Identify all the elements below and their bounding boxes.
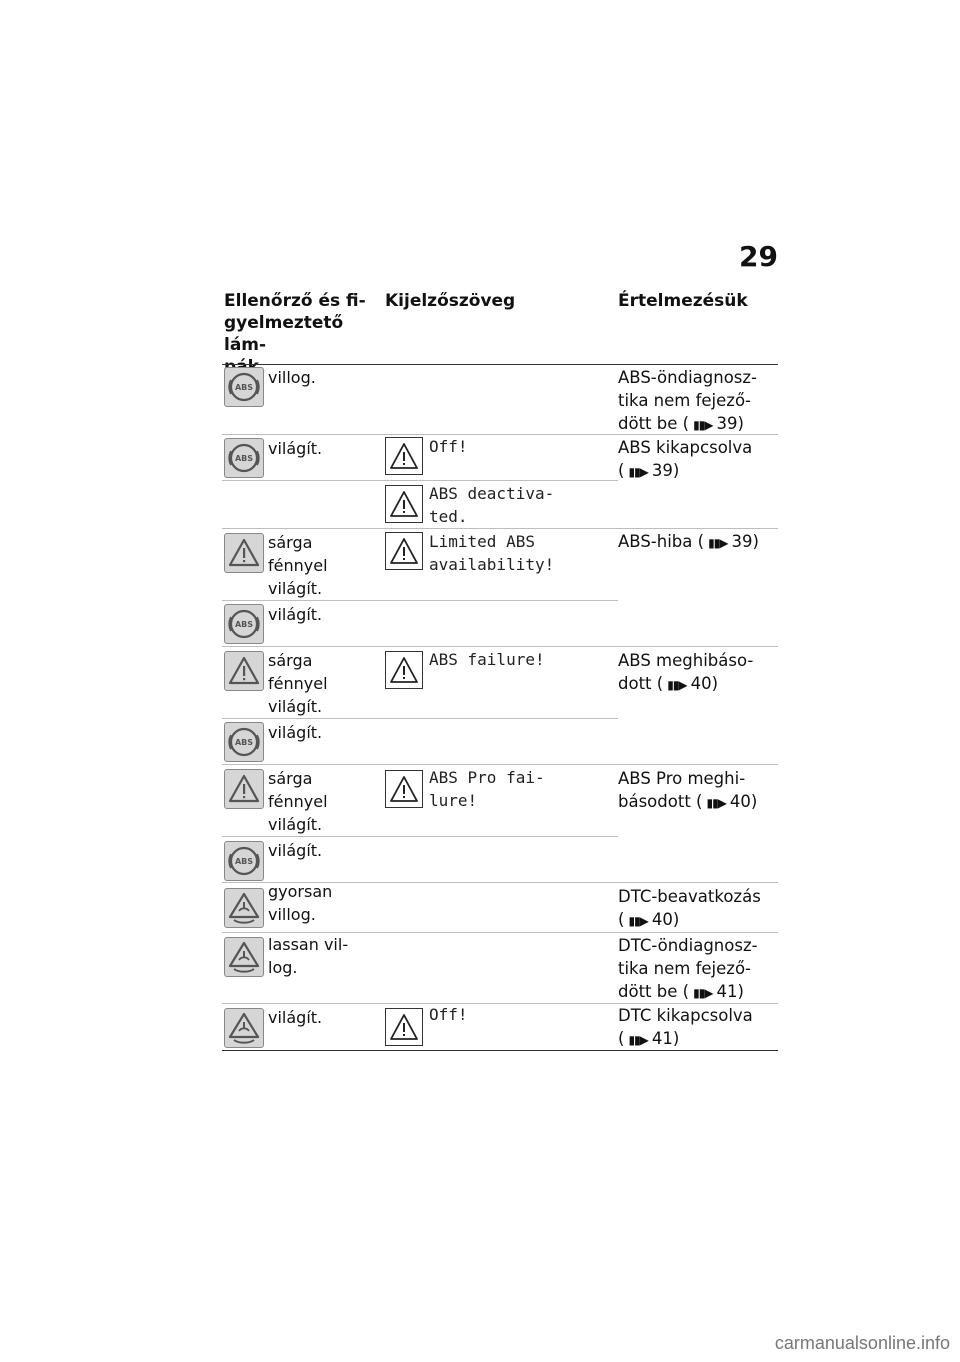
display-text: Limited ABS availability! [429, 532, 555, 574]
display-text: ABS failure! [429, 650, 545, 669]
display-text: Off! [429, 1005, 468, 1024]
reference-arrow-icon: ▮▮▶ [693, 986, 713, 1000]
page-reference[interactable]: ( ▮▮▶ 39) [618, 461, 679, 480]
row-rule [222, 480, 618, 481]
row-rule [222, 646, 778, 647]
lamp-state: villog. [268, 368, 316, 387]
lamp-state: sárga fénnyel világít. [268, 533, 328, 598]
warning-triangle-icon [224, 651, 264, 691]
abs-icon [224, 841, 264, 881]
meaning-text: DTC-öndiagnosz- tika nem fejező- dött be ( ▮▮▶ 41) [618, 934, 758, 1005]
meaning-text: ABS Pro meghi- básodott ( ▮▮▶ 40) [618, 767, 757, 815]
display-text: Off! [429, 437, 468, 456]
meaning-text: ABS meghibáso- dott ( ▮▮▶ 40) [618, 649, 753, 697]
svg-text:ABS: ABS [234, 383, 254, 392]
reference-arrow-icon: ▮▮▶ [708, 536, 728, 550]
meaning-text: DTC-beavatkozás ( ▮▮▶ 40) [618, 885, 761, 933]
row-rule [222, 600, 618, 601]
row-rule [222, 836, 618, 837]
page-reference[interactable]: ( ▮▮▶ 41) [683, 982, 744, 1001]
row-rule [222, 764, 778, 765]
page-reference[interactable]: ( ▮▮▶ 41) [618, 1029, 679, 1048]
page-reference[interactable]: ( ▮▮▶ 40) [657, 674, 718, 693]
warning-triangle-icon [385, 485, 423, 523]
svg-text:ABS: ABS [234, 454, 254, 463]
lamp-state: világít. [268, 605, 323, 624]
lamp-state: világít. [268, 439, 323, 458]
abs-icon [224, 722, 264, 762]
row-rule [222, 718, 618, 719]
display-text: ABS Pro fai- lure! [429, 768, 545, 810]
reference-arrow-icon: ▮▮▶ [628, 1033, 648, 1047]
reference-arrow-icon: ▮▮▶ [693, 418, 713, 432]
abs-icon [224, 367, 264, 407]
lamp-state: gyorsan villog. [268, 882, 333, 924]
svg-text:ABS: ABS [234, 738, 254, 747]
svg-text:ABS: ABS [234, 857, 254, 866]
meaning-text: ABS-öndiagnosz- tika nem fejező- dött be ( ▮▮▶ 39) [618, 366, 757, 437]
display-text: ABS deactiva- ted. [429, 484, 555, 526]
lamp-state: világít. [268, 1008, 323, 1027]
warning-triangle-icon [385, 437, 423, 475]
reference-arrow-icon: ▮▮▶ [628, 914, 648, 928]
warning-triangle-icon [224, 533, 264, 573]
abs-icon [224, 604, 264, 644]
lamp-state: sárga fénnyel világít. [268, 651, 328, 716]
meaning-text: DTC kikapcsolva ( ▮▮▶ 41) [618, 1004, 753, 1052]
reference-arrow-icon: ▮▮▶ [667, 678, 687, 692]
warning-triangle-icon [385, 1008, 423, 1046]
page-number: 29 [739, 240, 778, 273]
reference-arrow-icon: ▮▮▶ [628, 465, 648, 479]
header-meaning: Értelmezésük [618, 291, 748, 311]
abs-icon [224, 438, 264, 478]
warning-triangle-icon [224, 769, 264, 809]
page-reference[interactable]: ( ▮▮▶ 39) [683, 414, 744, 433]
warning-triangle-icon [385, 651, 423, 689]
header-lamps: Ellenőrző és fi- gyelmeztető lám- [224, 291, 366, 355]
page-reference[interactable]: ( ▮▮▶ 39) [698, 532, 759, 551]
row-rule [222, 528, 778, 529]
dtc-icon [224, 1008, 264, 1048]
warning-triangle-icon [385, 770, 423, 808]
svg-text:ABS: ABS [234, 620, 254, 629]
reference-arrow-icon: ▮▮▶ [706, 796, 726, 810]
lamp-state: világít. [268, 841, 323, 860]
table-top-rule [222, 364, 778, 365]
lamp-state: lassan vil- log. [268, 935, 349, 977]
page-reference[interactable]: ( ▮▮▶ 40) [696, 792, 757, 811]
meaning-text: ABS kikapcsolva ( ▮▮▶ 39) [618, 436, 752, 484]
lamp-state: sárga fénnyel világít. [268, 769, 328, 834]
header-display: Kijelzőszöveg [385, 291, 516, 311]
dtc-icon [224, 937, 264, 977]
meaning-text: ABS-hiba ( ▮▮▶ 39) [618, 530, 759, 555]
watermark: carmanualsonline.info [774, 1333, 950, 1353]
page-reference[interactable]: ( ▮▮▶ 40) [618, 910, 679, 929]
dtc-icon [224, 888, 264, 928]
warning-triangle-icon [385, 532, 423, 570]
lamp-state: világít. [268, 723, 323, 742]
